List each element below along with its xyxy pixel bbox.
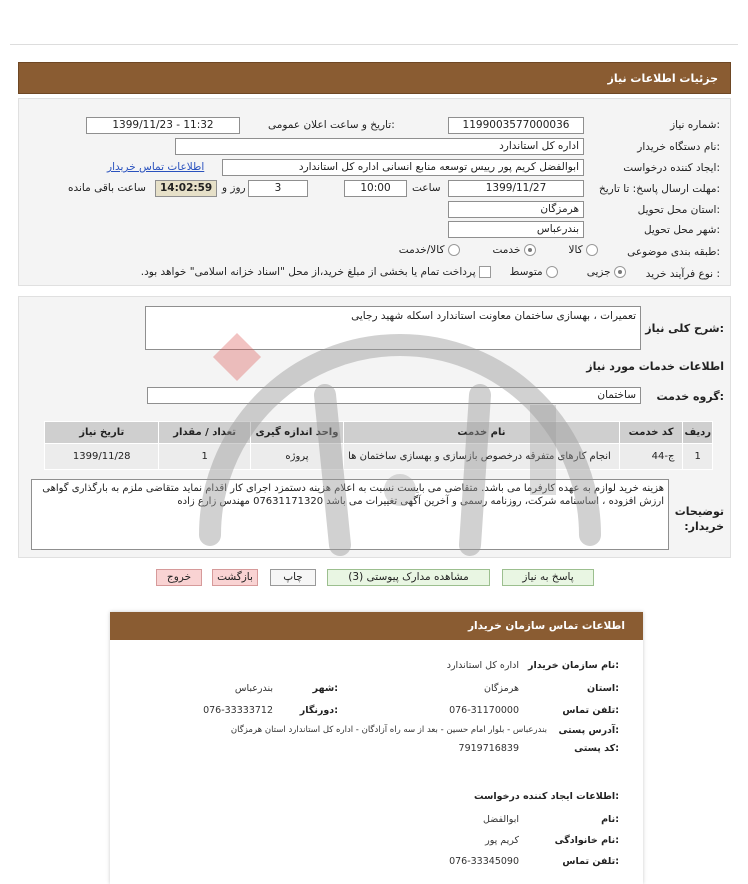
contact-org-value: اداره کل استاندارد bbox=[446, 660, 519, 671]
creator-last-name-value: کریم پور bbox=[485, 835, 519, 846]
buyer-notes-field[interactable]: هزینه خرید لوازم به عهده کارفرما می باشد. متقاضی می بایست نسبت به اعلام هزینه دستمزد اجرای کار اقدام نماید متقاضی ملزم به بارگذاری گواهی ارزش افزوده ، اساسنامه شرکت، روزنامه رسمی و آخرین آگهی تغییرات می باشد 07631171320 مهندس زارع زاده bbox=[31, 479, 669, 550]
category-goods-label: کالا bbox=[568, 244, 583, 256]
buyer-contact-link[interactable]: اطلاعات تماس خریدار bbox=[107, 161, 205, 173]
buyer-contact-card bbox=[110, 612, 643, 884]
creator-label: ایجاد کننده درخواست: bbox=[623, 162, 720, 174]
contact-fax-value: 076-33333712 bbox=[203, 705, 273, 716]
cell-need-date: 1399/11/28 bbox=[45, 444, 159, 470]
province-label: استان محل تحویل: bbox=[637, 204, 720, 216]
cell-quantity: 1 bbox=[159, 444, 250, 470]
announce-label: تاریخ و ساعت اعلان عمومی: bbox=[268, 119, 395, 131]
remaining-time-field: 14:02:59 bbox=[155, 180, 217, 197]
back-button[interactable]: بازگشت bbox=[212, 569, 258, 586]
deadline-date-field[interactable]: 1399/11/27 bbox=[448, 180, 584, 197]
view-documents-button[interactable]: مشاهده مدارک پیوستی (3) bbox=[327, 569, 490, 586]
need-number-field[interactable]: 1199003577000036 bbox=[448, 117, 584, 134]
reply-button[interactable]: پاسخ به نیاز bbox=[502, 569, 594, 586]
treasury-checkbox[interactable] bbox=[479, 266, 491, 278]
deadline-time-field[interactable]: 10:00 bbox=[344, 180, 407, 197]
contact-fax-label: دورنگار: bbox=[299, 705, 338, 716]
deadline-label: مهلت ارسال پاسخ: تا تاریخ: bbox=[598, 183, 720, 195]
buyer-org-field[interactable]: اداره کل استاندارد bbox=[175, 138, 584, 155]
remaining-label: ساعت باقی مانده bbox=[68, 182, 146, 194]
table-header-row bbox=[45, 422, 713, 444]
process-medium-radio[interactable] bbox=[546, 266, 558, 278]
contact-postal-value: 7919716839 bbox=[458, 743, 519, 754]
category-options bbox=[399, 244, 598, 256]
summary-field[interactable]: تعمیرات ، بهسازی ساختمان معاونت استاندارد اسکله شهید رجایی bbox=[145, 306, 641, 350]
category-both-radio[interactable] bbox=[448, 244, 460, 256]
contact-card-title: اطلاعات تماس سازمان خریدار bbox=[468, 620, 625, 632]
cell-row-number: 1 bbox=[683, 444, 713, 470]
category-label: طبقه بندی موضوعی: bbox=[627, 246, 720, 258]
process-partial-radio[interactable] bbox=[614, 266, 626, 278]
buyer-org-label: نام دستگاه خریدار: bbox=[637, 141, 720, 153]
creator-first-name-value: ابوالفضل bbox=[483, 814, 519, 825]
need-number-label: شماره نیاز: bbox=[670, 119, 720, 131]
contact-org-label: نام سازمان خریدار: bbox=[528, 660, 619, 671]
summary-label: شرح کلی نیاز: bbox=[645, 322, 724, 335]
header-need-date: تاریخ نیاز bbox=[45, 422, 159, 444]
payment-note: پرداخت تمام یا بخشی از مبلغ خرید،از محل "اسناد خزانه اسلامی" خواهد بود. bbox=[140, 266, 476, 278]
services-table bbox=[44, 421, 713, 470]
contact-phone-label: تلفن تماس: bbox=[562, 705, 619, 716]
contact-city-value: بندرعباس bbox=[234, 683, 273, 694]
header-row-number: ردیف bbox=[683, 422, 713, 444]
creator-last-name-label: نام خانوادگی: bbox=[554, 835, 619, 846]
time-label: ساعت bbox=[412, 182, 441, 194]
days-label: روز و bbox=[222, 182, 246, 194]
process-label: نوع فرآیند خرید : bbox=[645, 268, 720, 280]
contact-postal-label: کد پستی: bbox=[574, 743, 619, 754]
contact-card-header bbox=[110, 612, 643, 640]
creator-section-title: اطلاعات ایجاد کننده درخواست: bbox=[473, 791, 619, 802]
service-group-field[interactable]: ساختمان bbox=[147, 387, 641, 404]
header-unit: واحد اندازه گیری bbox=[250, 422, 343, 444]
creator-field[interactable]: ابوالفضل کریم پور رییس توسعه منابع انسانی اداره کل استاندارد bbox=[222, 159, 584, 176]
process-options bbox=[141, 266, 626, 278]
cell-service-name: انجام کارهای متفرقه درخصوص بازسازی و بهسازی ساختمان ها bbox=[344, 444, 620, 470]
contact-phone-value: 076-31170000 bbox=[449, 705, 519, 716]
creator-first-name-label: نام: bbox=[601, 814, 619, 825]
creator-phone-label: تلفن تماس: bbox=[562, 856, 619, 867]
header-quantity: تعداد / مقدار bbox=[159, 422, 250, 444]
header-service-code: کد خدمت bbox=[619, 422, 683, 444]
buyer-notes-label: توضیحات خریدار: bbox=[674, 505, 724, 533]
contact-province-label: استان: bbox=[587, 683, 619, 694]
process-partial-label: جزیی bbox=[586, 266, 611, 278]
contact-address-value: بندرعباس - بلوار امام حسین - بعد از سه راه آزادگان - اداره کل استاندارد استان هرمزگان bbox=[230, 725, 547, 735]
city-label: شهر محل تحویل: bbox=[643, 224, 720, 236]
province-field[interactable]: هرمزگان bbox=[448, 201, 584, 218]
creator-phone-value: 076-33345090 bbox=[449, 856, 519, 867]
city-field[interactable]: بندرعباس bbox=[448, 221, 584, 238]
page-header bbox=[18, 62, 731, 94]
days-field[interactable]: 3 bbox=[248, 180, 308, 197]
cell-unit: پروژه bbox=[250, 444, 343, 470]
category-service-radio[interactable] bbox=[524, 244, 536, 256]
category-service-label: خدمت bbox=[492, 244, 521, 256]
page-title: جزئیات اطلاعات نیاز bbox=[607, 72, 718, 85]
top-divider bbox=[10, 44, 738, 45]
print-button[interactable]: چاپ bbox=[270, 569, 316, 586]
service-group-label: گروه خدمت: bbox=[656, 390, 724, 403]
contact-address-label: آدرس پستی: bbox=[558, 725, 619, 736]
contact-city-label: شهر: bbox=[312, 683, 338, 694]
services-title: اطلاعات خدمات مورد نیاز bbox=[586, 360, 724, 373]
category-goods-radio[interactable] bbox=[586, 244, 598, 256]
category-both-label: کالا/خدمت bbox=[398, 244, 445, 256]
contact-province-value: هرمزگان bbox=[484, 683, 519, 694]
announce-field[interactable]: 1399/11/23 - 11:32 bbox=[86, 117, 240, 134]
cell-service-code: ج-44 bbox=[619, 444, 683, 470]
table-row bbox=[45, 444, 713, 470]
header-service-name: نام خدمت bbox=[344, 422, 620, 444]
exit-button[interactable]: خروج bbox=[156, 569, 202, 586]
process-medium-label: متوسط bbox=[509, 266, 543, 278]
